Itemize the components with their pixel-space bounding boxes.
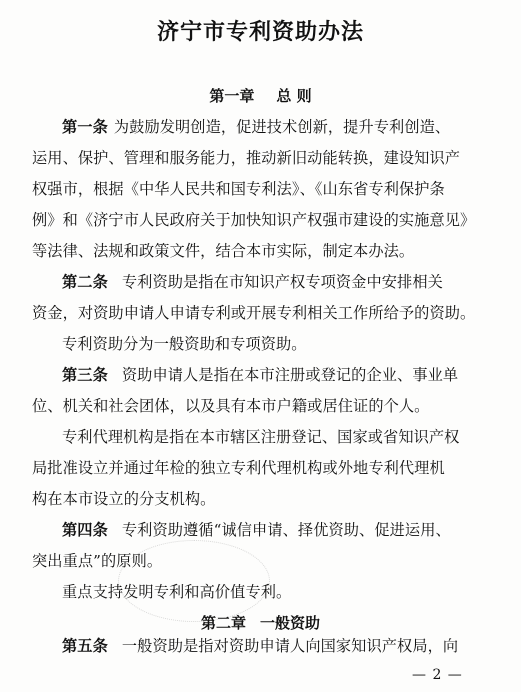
article-2-paragraph-2: 专利资助分为一般资助和专项资助。 — [62, 335, 307, 353]
article-3-paragraph-2-line-2: 局批准设立并通过年检的独立专利代理机构或外地专利代理机 — [32, 459, 445, 477]
article-4-paragraph-2: 重点支持发明专利和高价值专利。 — [62, 583, 292, 601]
article-label: 第三条 — [62, 366, 108, 384]
article-2-line-2: 资金，对资助申请人申请专利或开展专利相关工作所给予的资助。 — [32, 304, 476, 322]
article-4-line-1 — [62, 520, 494, 540]
article-1-line-4: 例》和《济宁市人民政府关于加快知识产权强市建设的实施意见》 — [32, 211, 476, 229]
article-label: 第四条 — [62, 521, 108, 539]
article-5-line-1 — [62, 636, 494, 656]
article-text: 为鼓励发明创造，促进技术创新，提升专利创造、 — [113, 118, 451, 136]
article-2-line-1 — [62, 272, 494, 292]
article-4-line-2: 突出重点”的原则。 — [32, 552, 163, 570]
article-3-line-2: 位、机关和社会团体，以及具有本市户籍或居住证的个人。 — [32, 397, 430, 415]
chapter-number: 第二章 — [200, 614, 246, 632]
article-1-line-1 — [62, 117, 494, 137]
article-1-line-3: 权强市，根据《中华人民共和国专利法》、《山东省专利保护条 — [32, 180, 445, 198]
article-3-line-1 — [62, 365, 494, 385]
article-label: 第二条 — [62, 273, 108, 291]
page-number: — 2 — — [412, 667, 463, 683]
chapter-name: 总 则 — [276, 87, 312, 105]
document-title: 济宁市专利资助办法 — [156, 20, 364, 45]
article-1-line-2: 运用、保护、管理和服务能力，推动新旧动能转换，建设知识产 — [32, 149, 461, 167]
article-label: 第五条 — [62, 637, 108, 655]
article-3-paragraph-2-line-3: 构在本市设立的分支机构。 — [32, 490, 216, 508]
chapter-name: 一般资助 — [260, 614, 321, 632]
article-text: 专利资助遵循“诚信申请、择优资助、促进运用、 — [121, 521, 451, 539]
article-text: 一般资助是指对资助申请人向国家知识产权局，向 — [121, 637, 459, 655]
article-label: 第一条 — [62, 118, 108, 136]
chapter-number: 第一章 — [209, 87, 255, 105]
article-1-line-5: 等法律、法规和政策文件，结合本市实际，制定本办法。 — [32, 242, 415, 260]
chapter-heading-1 — [0, 86, 521, 106]
article-text: 资助申请人是指在本市注册或登记的企业、事业单 — [121, 366, 459, 384]
article-3-paragraph-2-line-1: 专利代理机构是指在本市辖区注册登记、国家或省知识产权 — [62, 428, 460, 446]
article-text: 专利资助是指在市知识产权专项资金中安排相关 — [121, 273, 443, 291]
chapter-heading-2 — [0, 613, 521, 633]
